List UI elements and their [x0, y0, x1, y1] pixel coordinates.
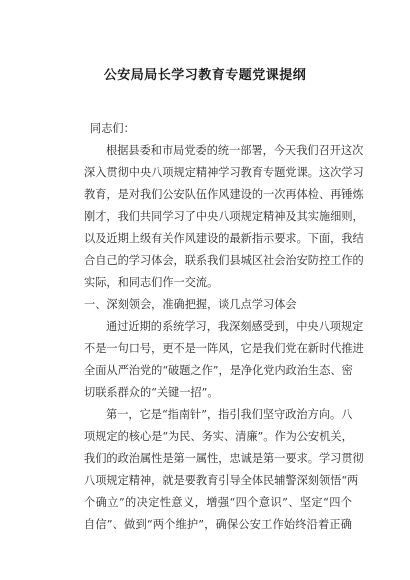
paragraph-line: 通过近期的系统学习，我深刻感受到，中央八项规定 — [106, 320, 364, 333]
paragraph-line: 切联系群众的“关键一招”。 — [84, 386, 219, 399]
document-body — [62, 118, 364, 536]
paragraph-line: 合自己的学习体会，联系我们县城区社会治安防控工作的 — [84, 254, 364, 267]
paragraph-line: 教育，是对我们公安队伍作风建设的一次再体检、再锤炼 — [84, 188, 364, 201]
salutation: 同志们： — [90, 122, 135, 135]
paragraph-line: 项规定的核心是“为民、务实、清廉”。作为公安机关， — [84, 430, 353, 443]
paragraph-intro — [62, 140, 364, 294]
document-title: 公安局局长学习教育专题党课提纲 — [103, 68, 307, 83]
paragraph-line: 自信”、做到“两个维护”，确保公安工作始终沿着正确 — [84, 518, 352, 531]
paragraph-line: 深入贯彻中央八项规定精神学习教育专题党课。这次学习 — [84, 166, 364, 179]
paragraph-line: 我们的政治属性是第一属性，忠诚是第一要求。学习贯彻 — [84, 452, 364, 465]
paragraph-line: 全面从严治党的“破题之作”，是净化党内政治生态、密 — [84, 364, 353, 377]
paragraph-line: 刚才，我们共同学习了中央八项规定精神及其实施细则， — [84, 210, 364, 223]
paragraph-line: 第一，它是“指南针”，指引我们坚守政治方向。八 — [106, 408, 353, 421]
paragraph-line: 八项规定精神，就是要教育引导全体民辅警深刻领悟“两 — [84, 474, 359, 487]
paragraph-line: 实际，和同志们作一交流。 — [84, 276, 219, 289]
paragraph-line: 以及近期上级有关作风建设的最新指示要求。下面，我结 — [84, 232, 364, 245]
section-heading: 一、深刻领会，准确把握，谈几点学习体会 — [84, 298, 297, 311]
paragraph-line: 根据县委和市局党委的统一部署，今天我们召开这次 — [106, 144, 364, 157]
paragraph-line: 个确立”的决定性意义，增强“四个意识”、坚定“四个 — [84, 496, 352, 509]
paragraph-study — [62, 316, 364, 404]
paragraph-first-point — [62, 404, 364, 536]
paragraph-line: 不是一句口号，更不是一阵风，它是我们党在新时代推进 — [84, 342, 364, 355]
